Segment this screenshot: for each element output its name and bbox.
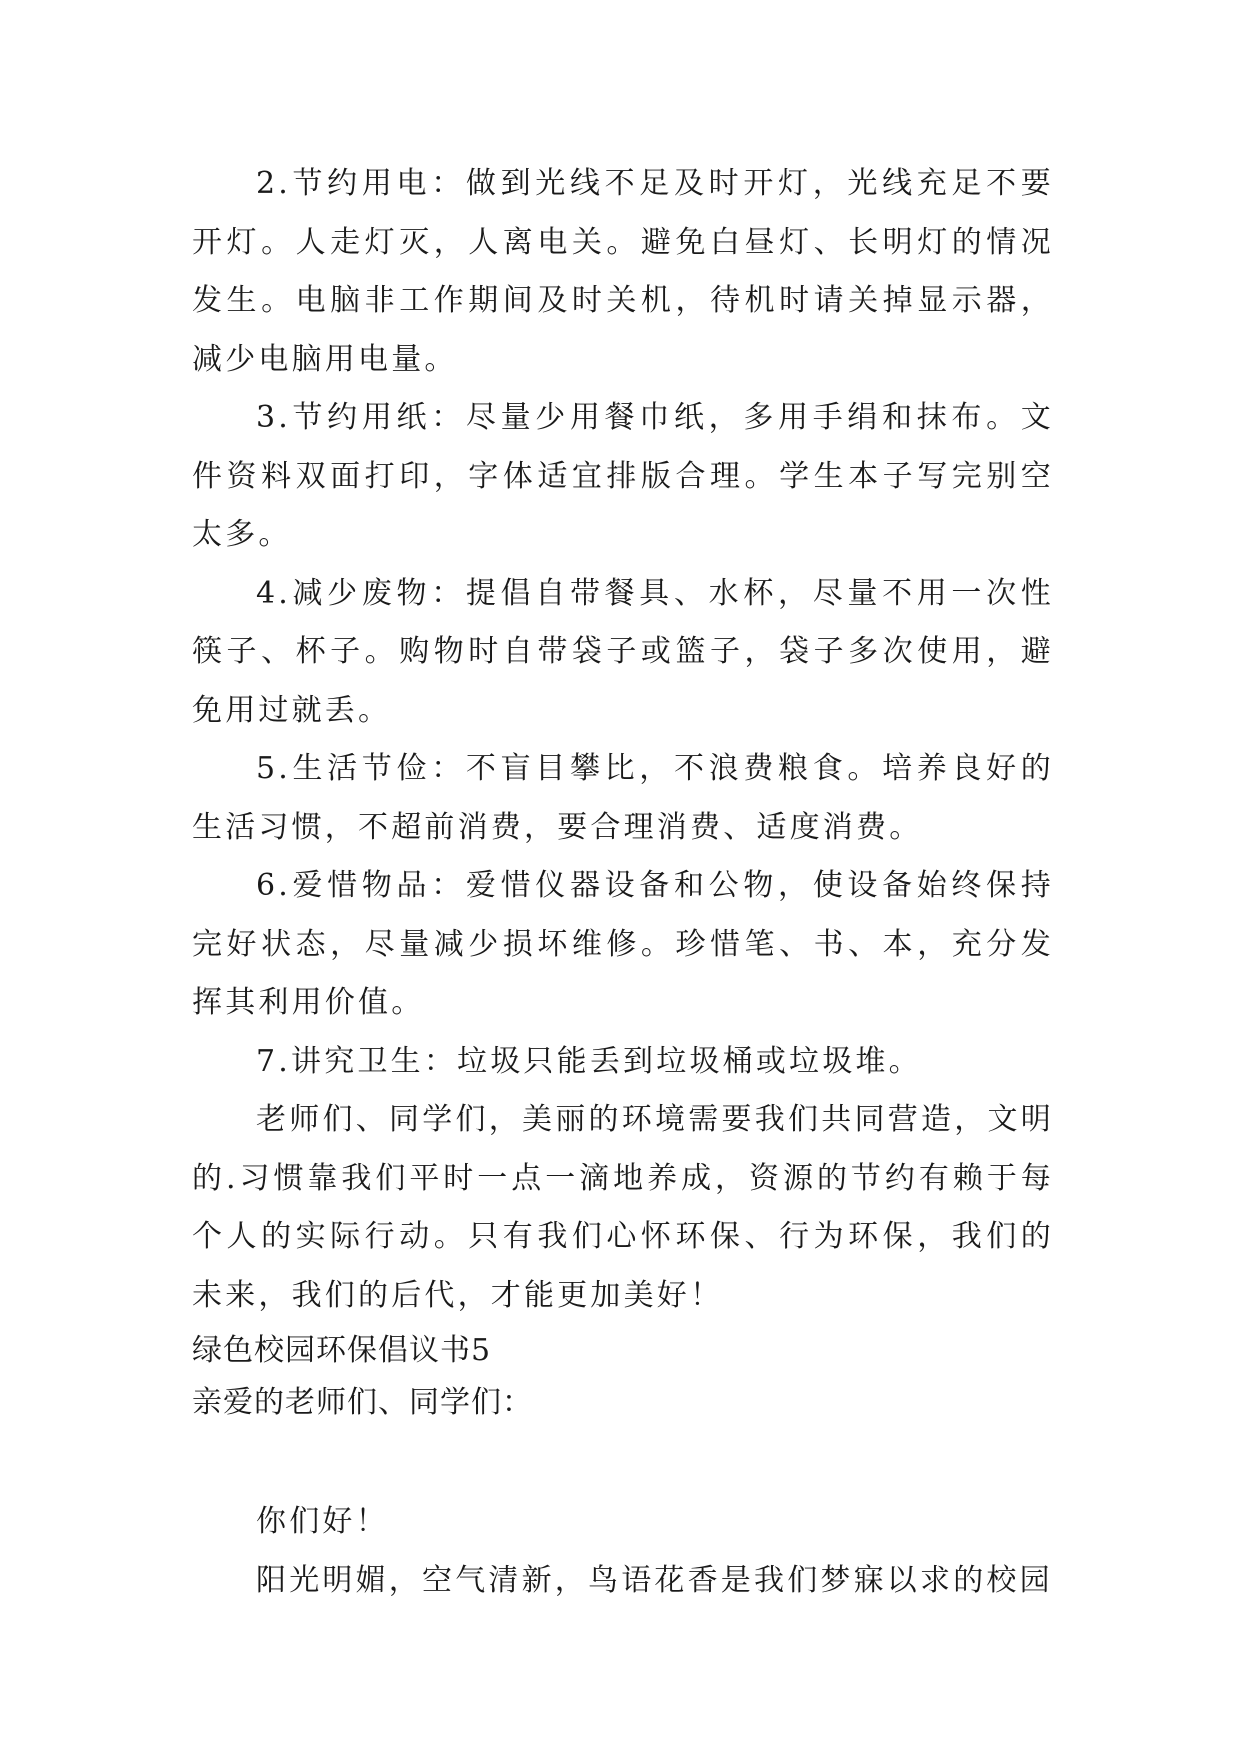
paragraph-cherish-items: 6.爱惜物品：爱惜仪器设备和公物，使设备始终保持完好状态，尽量减少损坏维修。珍惜笔、书、本，充分发挥其利用价值。 — [192, 868, 1054, 1020]
document-body — [192, 155, 1054, 1610]
paragraph-save-electricity: 2.节约用电：做到光线不足及时开灯，光线充足不要开灯。人走灯灭，人离电关。避免白昼灯、长明灯的情况发生。电脑非工作期间及时关机，待机时请关掉显示器，减少电脑用电量。 — [192, 166, 1054, 377]
paragraph-closing-appeal: 老师们、同学们，美丽的环境需要我们共同营造，文明的.习惯靠我们平时一点一滴地养成，资源的节约有赖于每个人的实际行动。只有我们心怀环保、行为环保，我们的未来，我们的后代，才能更加美好！ — [192, 1102, 1054, 1313]
section-title: 绿色校园环保倡议书5 — [192, 1333, 492, 1368]
salutation: 亲爱的老师们、同学们： — [192, 1385, 533, 1420]
greeting: 你们好！ — [256, 1504, 389, 1539]
paragraph-frugal-living: 5.生活节俭：不盲目攀比，不浪费粮食。培养良好的生活习惯，不超前消费，要合理消费、适度消费。 — [192, 751, 1054, 845]
paragraph-reduce-waste: 4.减少废物：提倡自带餐具、水杯，尽量不用一次性筷子、杯子。购物时自带袋子或篮子，袋子多次使用，避免用过就丢。 — [192, 575, 1054, 728]
paragraph-hygiene: 7.讲究卫生：垃圾只能丢到垃圾桶或垃圾堆。 — [256, 1043, 922, 1079]
paragraph-opening: 阳光明媚，空气清新，鸟语花香是我们梦寐以求的校园 — [256, 1562, 1053, 1598]
paragraph-save-paper: 3.节约用纸：尽量少用餐巾纸，多用手绢和抹布。文件资料双面打印，字体适宜排版合理。学生本子写完别空太多。 — [192, 400, 1054, 552]
